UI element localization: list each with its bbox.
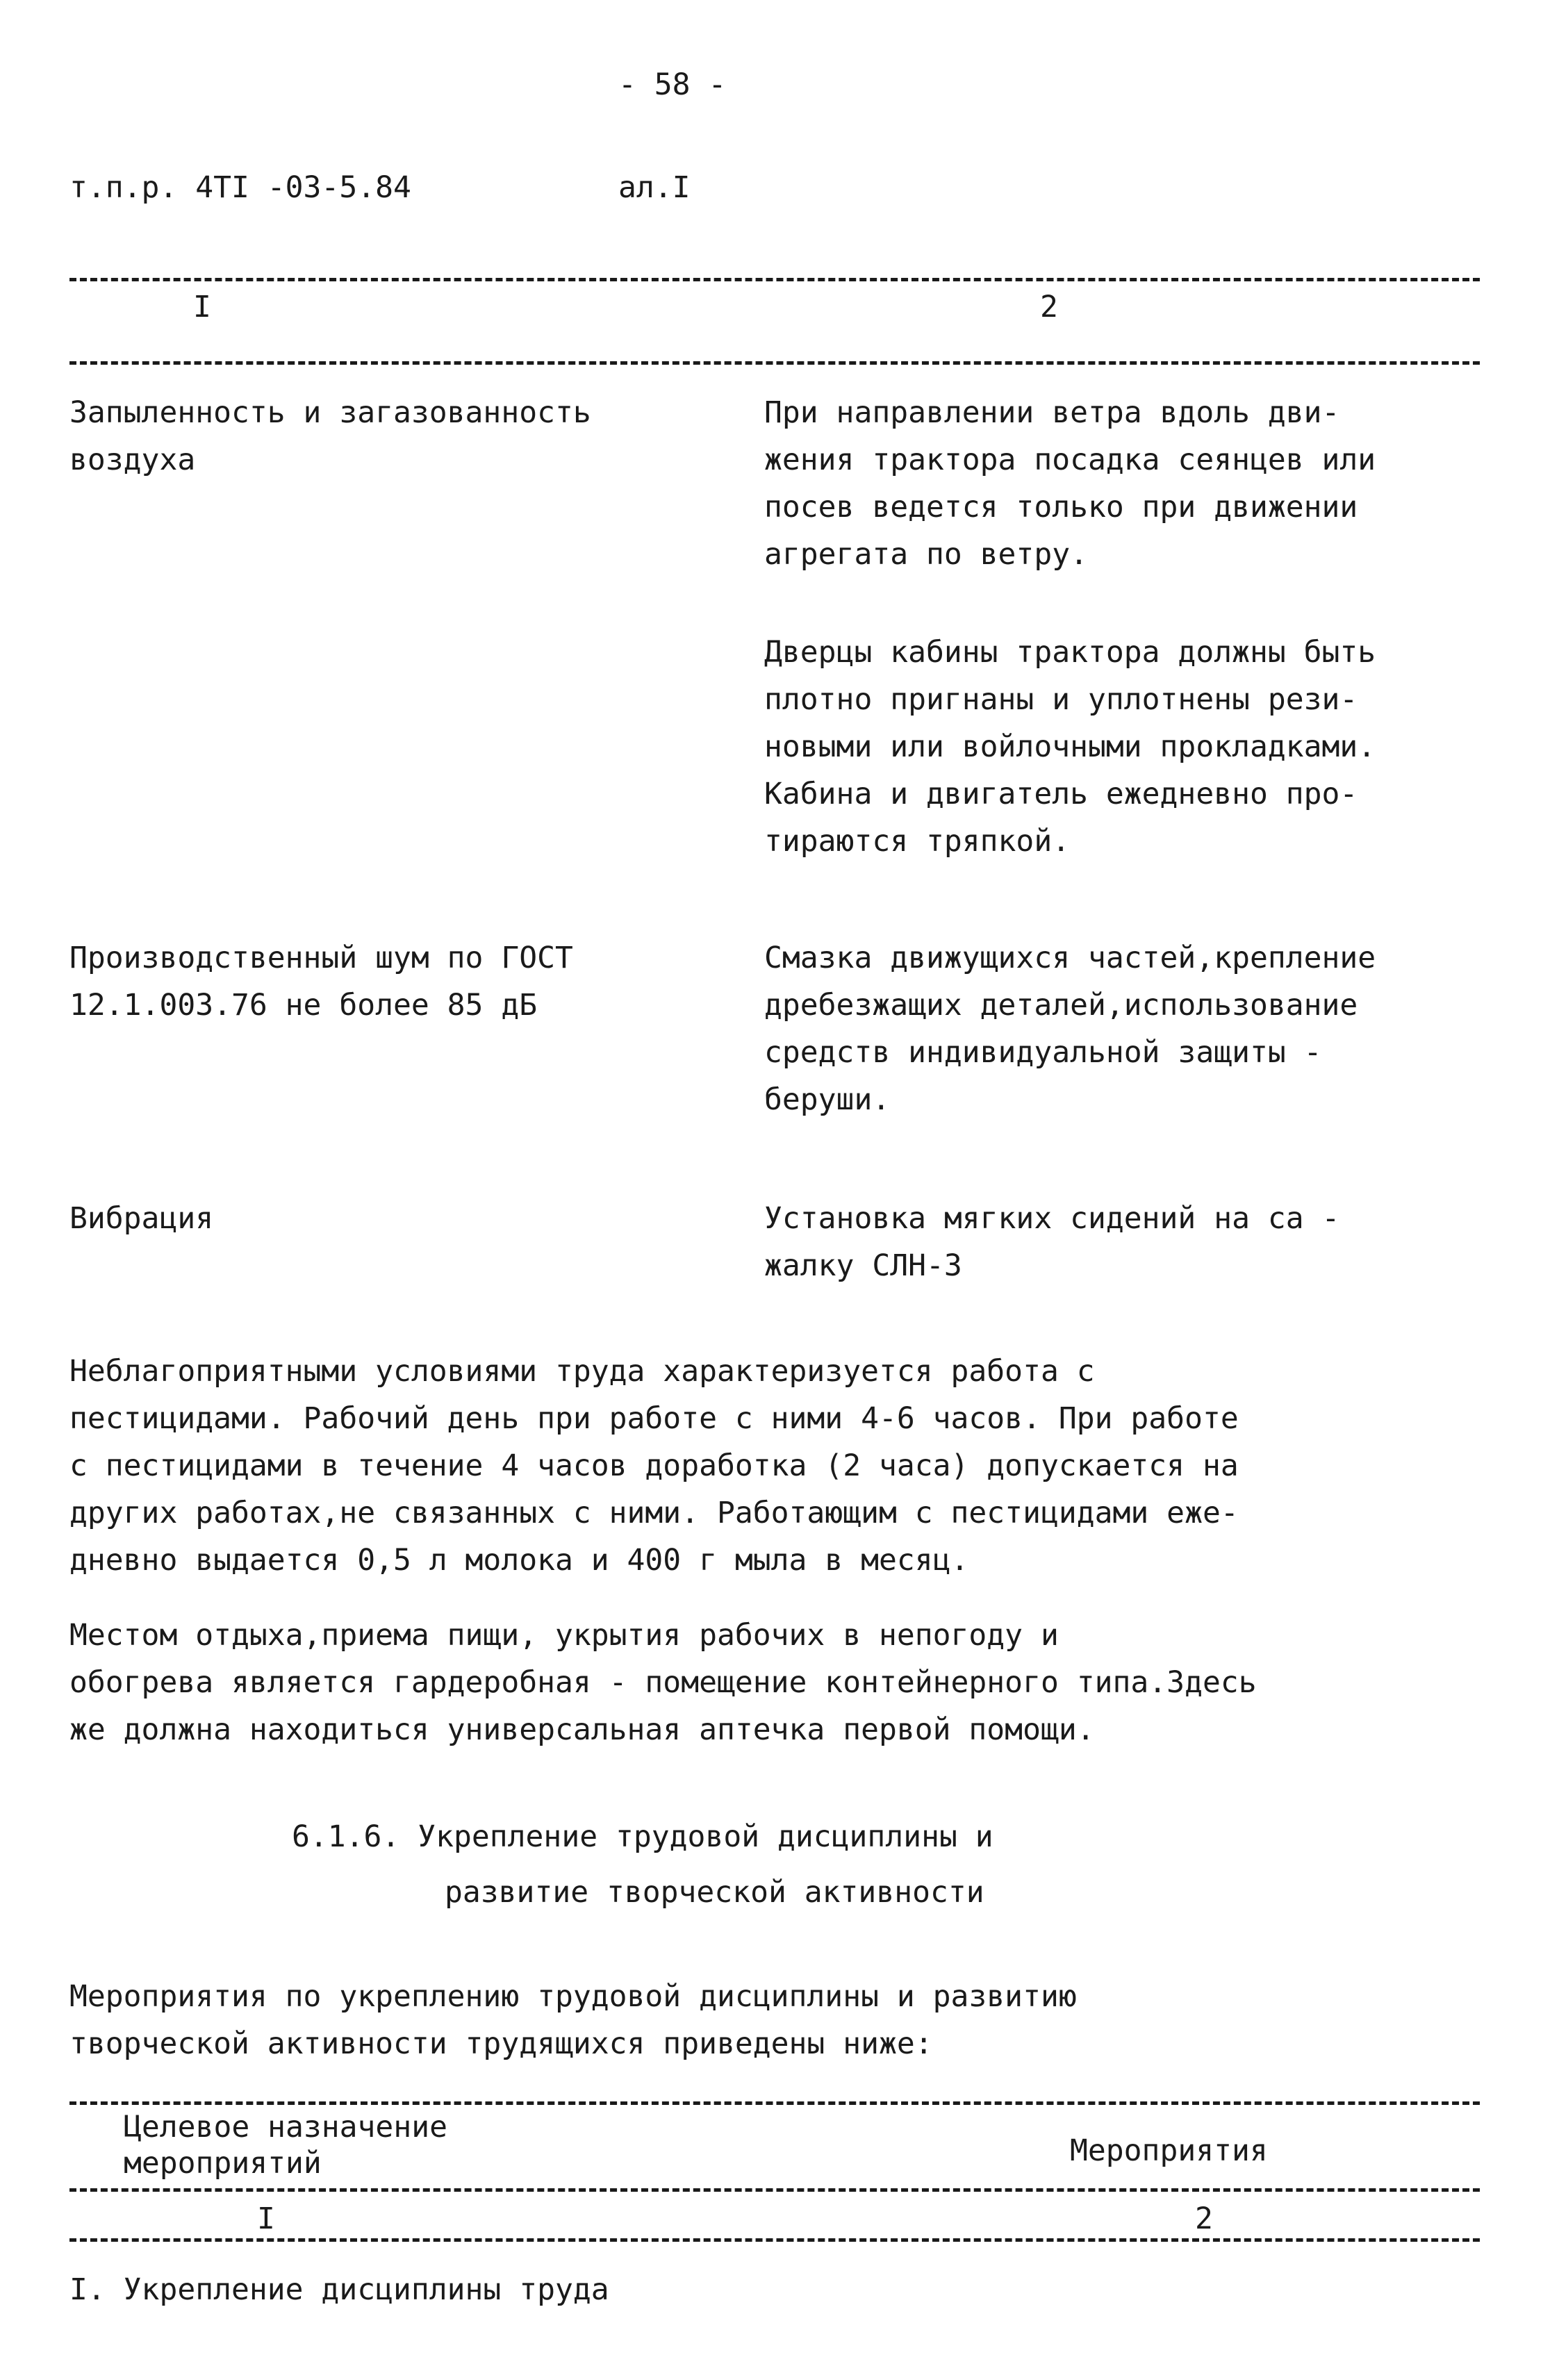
table-row-vibration-condition: Вибрация — [69, 1201, 214, 1236]
table-row-dust-measure-2: Дверцы кабины трактора должны быть плотно пригнаны и уплотнены рези- новыми или войлочными прокладками. Кабина и двигатель ежедневно про- тираются тряпкой. — [764, 635, 1376, 859]
table2-column-1-header: Целевое назначение мероприятий — [124, 2110, 447, 2181]
sheet-label: ал.I — [618, 170, 691, 205]
page-number: - 58 - — [618, 67, 727, 102]
document-reference: т.п.р. 4ТI -03-5.84 — [69, 170, 411, 205]
table-top-rule — [69, 278, 1480, 281]
table-row-dust-measure-1: При направлении ветра вдоль дви- жения трактора посадка сеянцев или посев ведется только при движении агрегата по ветру. — [764, 395, 1376, 572]
table-row-noise-measure: Смазка движущихся частей,крепление дребезжащих деталей,использование средств индивидуальной защиты - беруши. — [764, 941, 1376, 1117]
pesticide-paragraph: Неблагоприятными условиями труда характеризуется работа с пестицидами. Рабочий день при работе с ними 4-6 часов. При работе с пестицидами в течение 4 часов доработка (2 часа) допускается на других работах,не связанных с ними. Работающим с пестицидами еже- дневно выдается 0,5 л молока и 400 г мыла в месяц. — [69, 1354, 1239, 1578]
table2-column-2-number: 2 — [1195, 2201, 1213, 2236]
table2-first-row: I. Укрепление дисциплины труда — [69, 2272, 609, 2307]
table2-column-2-header: Мероприятия — [1070, 2133, 1268, 2168]
intro-paragraph: Мероприятия по укреплению трудовой дисциплины и развитию творческой активности трудящихся приведены ниже: — [69, 1979, 1077, 2061]
table-row-vibration-measure: Установка мягких сидений на са - жалку СЛН-3 — [764, 1201, 1340, 1283]
table-row-dust-condition: Запыленность и загазованность воздуха — [69, 395, 591, 477]
table1-column-2-number: 2 — [1040, 290, 1058, 324]
table2-column-1-number: I — [257, 2201, 275, 2236]
table2-number-rule — [69, 2238, 1480, 2242]
table-header-rule — [69, 361, 1480, 365]
section-heading-line-2: развитие творческой активности — [445, 1875, 984, 1910]
section-heading-line-1: 6.1.6. Укрепление трудовой дисциплины и — [292, 1819, 993, 1854]
table1-column-1-number: I — [193, 290, 211, 324]
rest-area-paragraph: Местом отдыха,приема пищи, укрытия рабочих в непогоду и обогрева является гардеробная - помещение контейнерного типа.Здесь же должна находиться универсальная аптечка первой помощи. — [69, 1618, 1257, 1747]
table2-top-rule — [69, 2101, 1480, 2105]
table-row-noise-condition: Производственный шум по ГОСТ 12.1.003.76 не более 85 дБ — [69, 941, 573, 1023]
table2-header-rule — [69, 2188, 1480, 2192]
